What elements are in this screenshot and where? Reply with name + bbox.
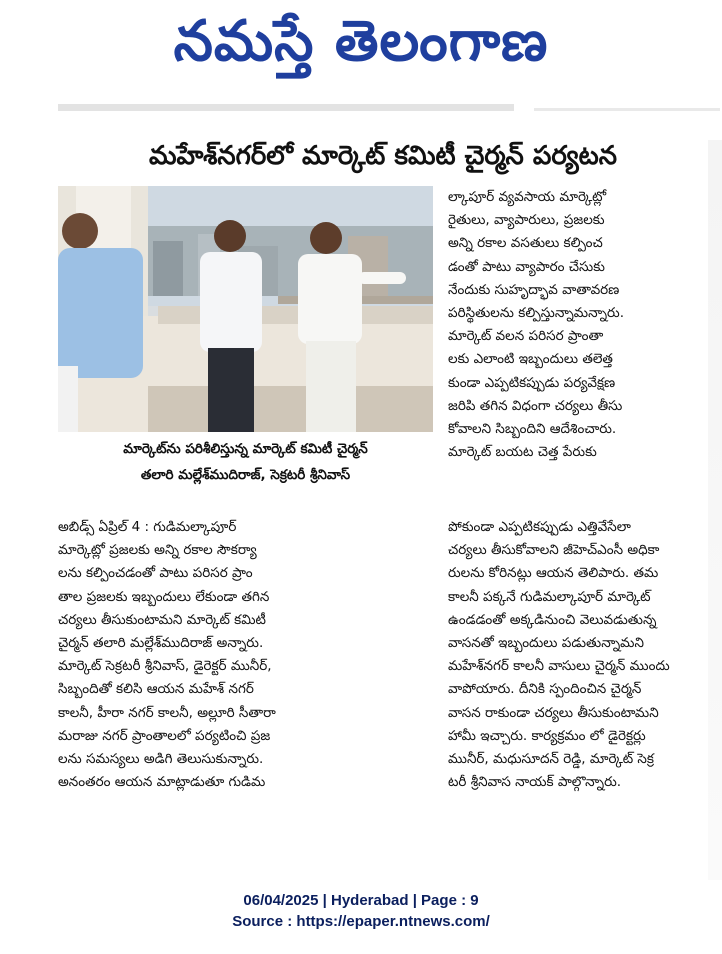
masthead-divider-right [534, 108, 720, 111]
page-footer [0, 890, 722, 932]
article-body-right-bottom [448, 516, 704, 794]
body-line: హామీ ఇచ్చారు. కార్యక్రమం లో డైరెక్టర్లు [448, 727, 646, 744]
body-line: మార్కెట్ బయట చెత్త పేరుకు [448, 444, 597, 461]
caption-line: మార్కెట్‌ను పరిశీలిస్తున్న మార్కెట్ కమిటీ చైర్మన్ [123, 441, 368, 457]
masthead-divider [58, 104, 514, 111]
body-line: వాపోయారు. దీనికి స్పందించిన చైర్మన్ [448, 681, 642, 698]
body-line: రులను కోరినట్లు ఆయన తెలిపారు. తమ [448, 565, 659, 582]
body-line: కుండా ఎప్పటికప్పుడు పర్యవేక్షణ [448, 374, 616, 391]
body-line: అబిడ్స్ ఏప్రిల్ 4 : గుడిమల్కాపూర్ [58, 519, 237, 535]
body-line: మార్కెట్ వలన పరిసర ప్రాంతా [448, 328, 604, 345]
body-line: వాసన రాకుండా చర్యలు తీసుకుంటామని [448, 704, 659, 721]
article-photo [58, 186, 433, 432]
article-headline: మహేశ్‌నగర్‌లో మార్కెట్ కమిటీ చైర్మన్ పర్యటన [149, 141, 617, 171]
body-line: కోవాలని సిబ్బందిని ఆదేశించారు. [448, 420, 617, 437]
body-line: అన్ని రకాల వసతులు కల్పించ [448, 235, 603, 252]
newspaper-masthead: నమస్తే తెలంగాణ [173, 9, 549, 74]
body-line: టరీ శ్రీనివాస నాయక్ పాల్గొన్నారు. [448, 774, 622, 791]
article-body-right-top [448, 186, 704, 464]
footer-source-link[interactable]: Source : https://epaper.ntnews.com/ [232, 913, 490, 930]
footer-edition-info: 06/04/2025 | Hyderabad | Page : 9 [243, 892, 479, 909]
body-line: మునీర్, మధుసూదన్ రెడ్డి, మార్కెట్ సెక్ర [448, 750, 654, 767]
body-line: లను కల్పించడంతో పాటు పరిసర ప్రాం [58, 565, 253, 582]
body-line: అనంతరం ఆయన మాట్లాడుతూ గుడిమ [58, 774, 266, 791]
body-line: లకు ఎలాంటి ఇబ్బందులు తలెత్త [448, 351, 613, 368]
body-line: ఉండడంతో అక్కడినుంచి వెలువడుతున్న [448, 611, 657, 628]
body-line: సిబ్బందితో కలిసి ఆయన మహేశ్ నగర్ [58, 681, 254, 698]
body-line: కాలనీ, హీరా నగర్ కాలనీ, అల్లూరి సీతారా [58, 704, 276, 721]
body-line: జరిపి తగిన విధంగా చర్యలు తీసు [448, 397, 623, 414]
article-body-left [58, 516, 434, 794]
body-line: మహేశ్‌నగర్ కాలనీ వాసులు చైర్మన్ ముందు [448, 658, 670, 675]
photo-caption [58, 436, 433, 498]
body-line: లను సమస్యలు అడిగి తెలుసుకున్నారు. [58, 750, 264, 767]
body-line: డంతో పాటు వ్యాపారం చేసుకు [448, 258, 605, 275]
body-line: మార్కెట్లో ప్రజలకు అన్ని రకాల సౌకర్యా [58, 542, 257, 559]
body-line: రైతులు, వ్యాపారులు, ప్రజలకు [448, 212, 605, 229]
body-line: పరిస్థితులను కల్పిస్తున్నామన్నారు. [448, 304, 625, 321]
body-line: చైర్మన్ తలారి మల్లేశ్‌ముదిరాజ్ అన్నారు. [58, 634, 264, 651]
caption-line: తలారి మల్లేశ్‌ముదిరాజ్, సెక్రటరీ శ్రీనివాస్ [140, 467, 351, 483]
body-line: ల్కాపూర్ వ్యవసాయ మార్కెట్లో [448, 189, 607, 205]
body-line: చర్యలు తీసుకోవాలని జీహెచ్ఎంసీ అధికా [448, 542, 660, 559]
adjacent-column-edge [708, 140, 722, 880]
body-line: మరాజు నగర్ ప్రాంతాలలో పర్యటించి ప్రజ [58, 727, 271, 744]
body-line: చర్యలు తీసుకుంటామని మార్కెట్ కమిటీ [58, 611, 266, 628]
body-line: తాల ప్రజలకు ఇబ్బందులు లేకుండా తగిన [58, 588, 270, 605]
body-line: వాసనతో ఇబ్బందులు పడుతున్నామని [448, 634, 644, 651]
body-line: పోకుండా ఎప్పటికప్పుడు ఎత్తివేసేలా [448, 519, 631, 535]
body-line: మార్కెట్ సెక్రటరీ శ్రీనివాస్, డైరెక్టర్ మునీర్, [58, 658, 272, 675]
body-line: నేందుకు సుహృద్భావ వాతావరణ [448, 281, 620, 298]
body-line: కాలనీ పక్కనే గుడిమల్కాపూర్ మార్కెట్ [448, 588, 651, 605]
